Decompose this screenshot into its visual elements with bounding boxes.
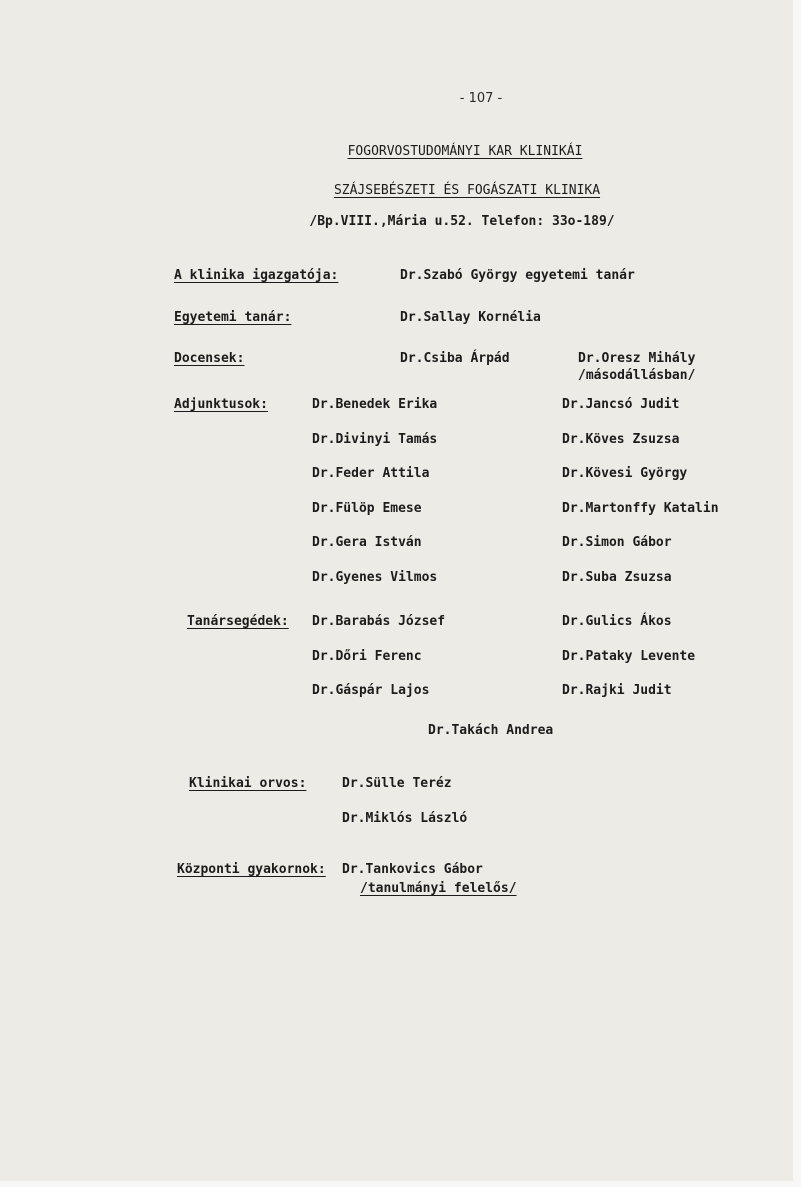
intern-name: Dr.Tankovics Gábor (342, 862, 483, 877)
director-name: Dr.Szabó György egyetemi tanár (400, 268, 635, 283)
adjunct-name: Dr.Kövesi György (562, 466, 688, 481)
header-clinic: SZÁJSEBÉSZETI ÉS FOGÁSZATI KLINIKA (333, 183, 601, 198)
adjunct-name: Dr.Gera István (312, 535, 422, 550)
adjunct-name: Dr.Suba Zsuzsa (562, 570, 672, 585)
assistant-name: Dr.Barabás József (312, 614, 446, 629)
adjunct-name: Dr.Köves Zsuzsa (562, 432, 680, 447)
assistants-label: Tanársegédek: (187, 614, 289, 629)
assistant-name: Dr.Takách Andrea (428, 723, 554, 738)
docent-name: Dr.Csiba Árpád (400, 351, 510, 366)
docent-name: Dr.Oresz Mihály (578, 351, 696, 366)
header-faculty: FOGORVOSTUDOMÁNYI KAR KLINIKÁI (347, 144, 583, 159)
adjunct-name: Dr.Fülöp Emese (312, 501, 422, 516)
resident-name: Dr.Miklós László (342, 811, 468, 826)
assistant-name: Dr.Gulics Ákos (562, 614, 672, 629)
professor-label: Egyetemi tanár: (174, 310, 292, 325)
adjunct-name: Dr.Feder Attila (312, 466, 430, 481)
intern-note: /tanulmányi felelős/ (360, 881, 517, 896)
adjunct-name: Dr.Simon Gábor (562, 535, 672, 550)
adjunct-name: Dr.Gyenes Vilmos (312, 570, 438, 585)
adjunct-name: Dr.Martonffy Katalin (562, 501, 719, 516)
adjuncts-label: Adjunktusok: (174, 397, 268, 412)
director-label: A klinika igazgatója: (174, 268, 339, 283)
assistant-name: Dr.Gáspár Lajos (312, 683, 430, 698)
assistant-name: Dr.Pataky Levente (562, 649, 696, 664)
professor-name: Dr.Sallay Kornélia (400, 310, 541, 325)
docents-label: Docensek: (174, 351, 245, 366)
adjunct-name: Dr.Benedek Erika (312, 397, 438, 412)
docent-note: /másodállásban/ (578, 368, 696, 383)
adjunct-name: Dr.Divinyi Tamás (312, 432, 438, 447)
page-number: - 107 - (459, 91, 503, 106)
assistant-name: Dr.Rajki Judit (562, 683, 672, 698)
header-address: /Bp.VIII.,Mária u.52. Telefon: 33o-189/ (309, 214, 615, 229)
adjunct-name: Dr.Jancsó Judit (562, 397, 680, 412)
resident-name: Dr.Sülle Teréz (342, 776, 452, 791)
interns-label: Központi gyakornok: (177, 862, 326, 877)
assistant-name: Dr.Dőri Ferenc (312, 649, 422, 664)
residents-label: Klinikai orvos: (189, 776, 307, 791)
